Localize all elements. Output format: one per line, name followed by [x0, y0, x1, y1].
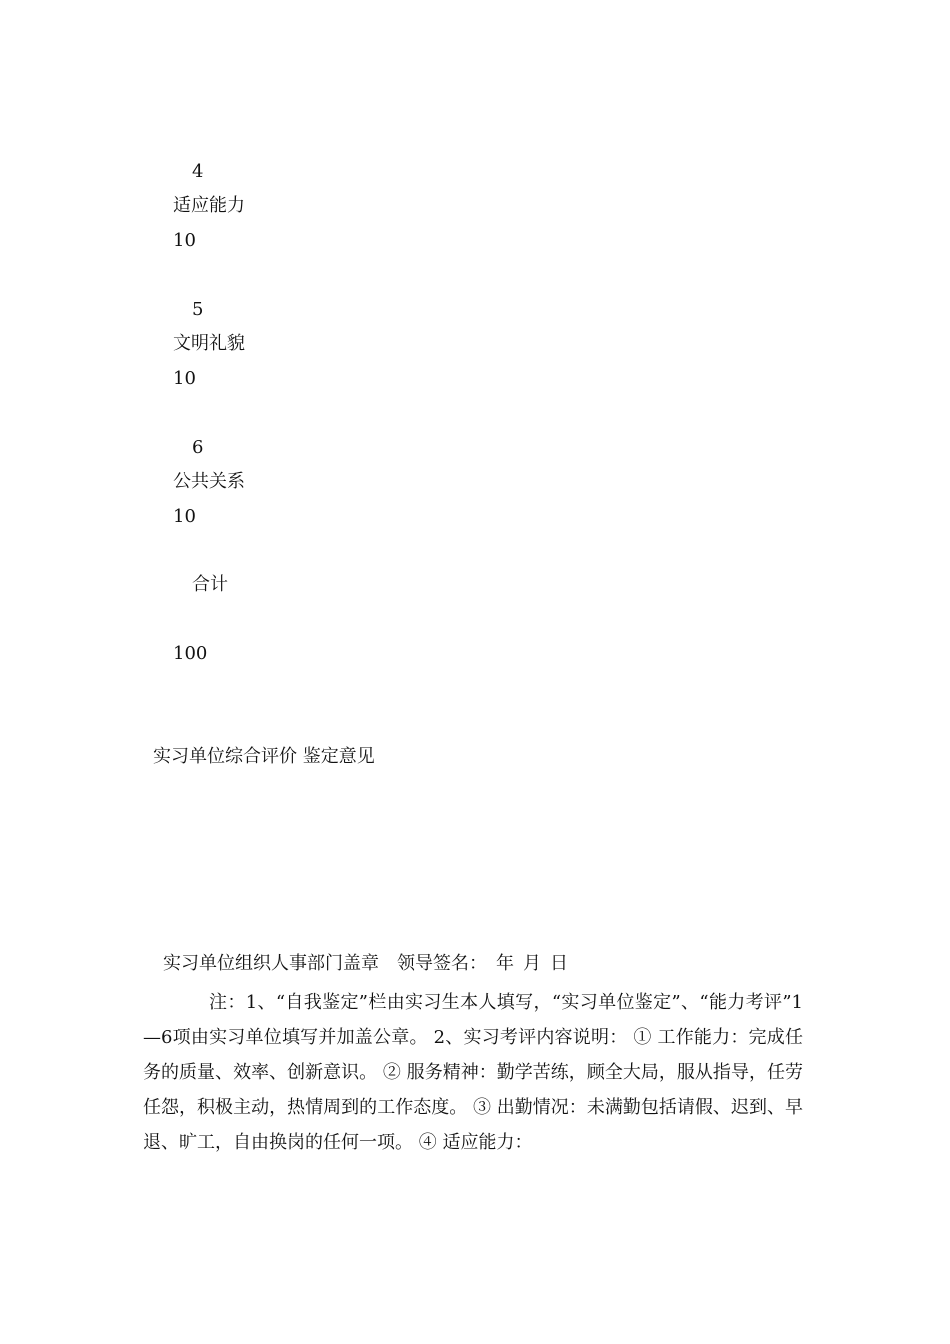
- note-paragraph: 注：1、“自我鉴定”栏由实习生本人填写，“实习单位鉴定”、“能力考评”1—6项由实习单位填写并加盖公章。 2、实习考评内容说明： ① 工作能力：完成任务的质量、效率、创新意识。 ② 服务精神：勤学苦练，顾全大局，服从指导，任劳任怨，积极主动，热情周到的工作态度。 ③ 出勤情况：未满勤包括请假、迟到、早退、旷工，自由换岗的任何一项。 ④ 适应能力：: [143, 992, 803, 1153]
- row-number: 4: [192, 161, 204, 182]
- evaluation-heading: 实习单位综合评价 鉴定意见: [153, 746, 375, 767]
- total-score: 100: [173, 643, 208, 664]
- row-number: 6: [192, 437, 204, 458]
- signature-line: 实习单位组织人事部门盖章 领导签名： 年 月 日: [163, 953, 568, 974]
- row-score: 10: [173, 230, 196, 251]
- row-number: 5: [192, 299, 204, 320]
- row-score: 10: [173, 506, 196, 527]
- row-item: 文明礼貌: [173, 333, 245, 354]
- row-item: 适应能力: [173, 195, 245, 216]
- row-score: 10: [173, 368, 196, 389]
- row-item: 公共关系: [173, 471, 245, 492]
- total-label: 合计: [192, 574, 228, 595]
